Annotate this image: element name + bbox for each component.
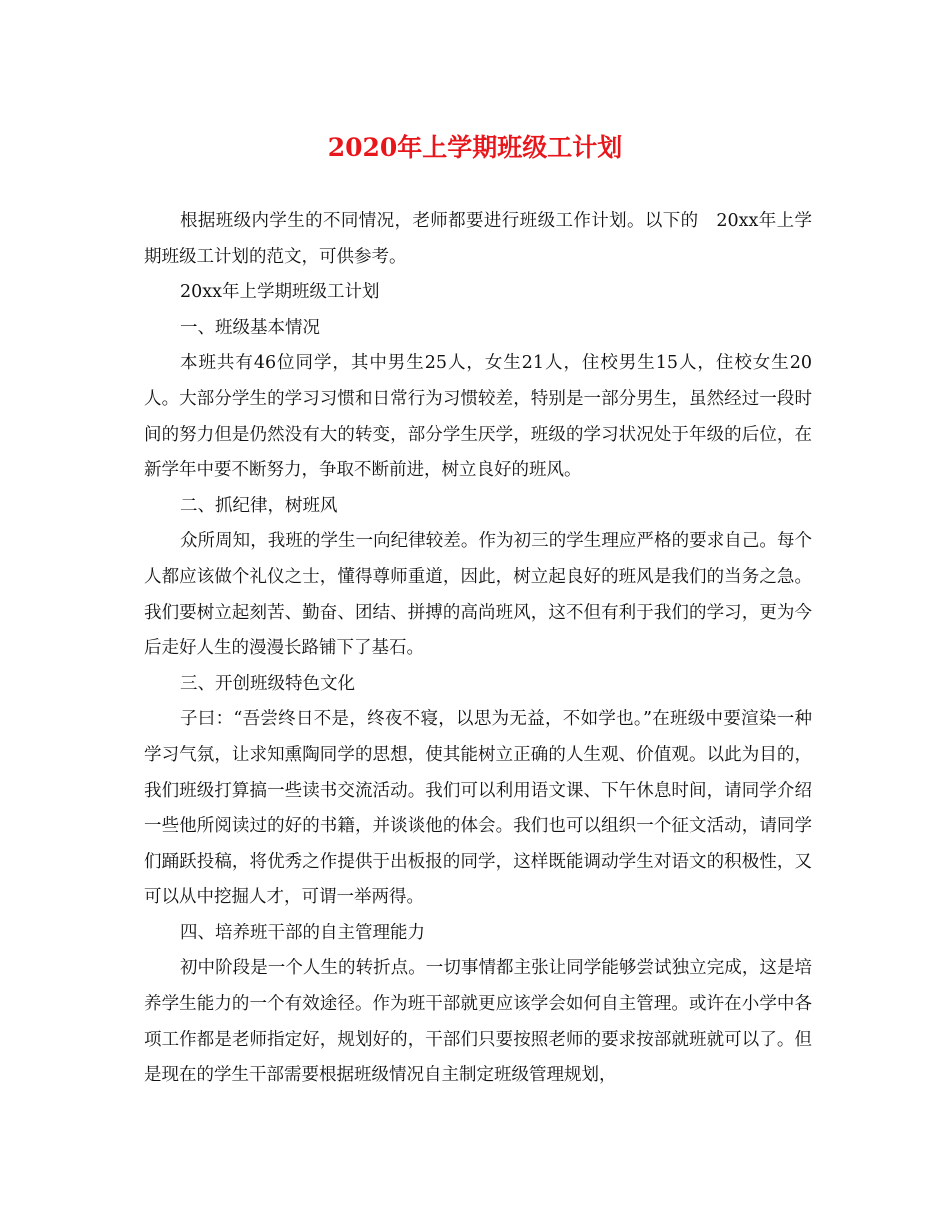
section-paragraph-3: 子曰：“吾尝终日不是，终夜不寝，以思为无益，不如学也。”在班级中要渲染一种学习气氛，让求知熏陶同学的思想，使其能树立正确的人生观、价值观。以此为目的，我们班级打算搞一些读书交流活动。我们可以利用语文课、下午休息时间，请同学介绍一些他所阅读过的好的书籍，并谈谈他的体会。我们也可以组织一个征文活动，请同学们踊跃投稿，将优秀之作提供于出板报的同学，这样既能调动学生对语文的积极性，又可以从中挖掘人才，可谓一举两得。: [144, 709, 812, 908]
section-heading-2: 二、抓纪律，树班风: [180, 495, 338, 516]
document-title: 2020年上学期班级工计划: [327, 133, 623, 162]
document-body: [144, 204, 812, 1094]
section-paragraph-4: 初中阶段是一个人生的转折点。一切事情都主张让同学能够尝试独立完成，这是培养学生能力的一个有效途径。作为班干部就更应该学会如何自主管理。或许在小学中各项工作都是老师指定好，规划好的，干部们只要按照老师的要求按部就班就可以了。但是现在的学生干部需要根据班级情况自主制定班级管理规划，: [144, 958, 812, 1086]
section-heading-1: 一、班级基本情况: [180, 317, 320, 338]
section-paragraph-1: 本班共有46位同学，其中男生25人，女生21人，住校男生15人，住校女生20人。大部分学生的学习习惯和日常行为习惯较差，特别是一部分男生，虽然经过一段时间的努力但是仍然没有大的转变，部分学生厌学，班级的学习状况处于年级的后位，在新学年中要不断努力，争取不断前进，树立良好的班风。: [144, 353, 812, 481]
subtitle-line: 20xx年上学期班级工计划: [180, 282, 380, 303]
section-heading-3: 三、开创班级特色文化: [180, 673, 355, 694]
section-paragraph-2: 众所周知，我班的学生一向纪律较差。作为初三的学生理应严格的要求自己。每个人都应该做个礼仪之士，懂得尊师重道，因此，树立起良好的班风是我们的当务之急。我们要树立起刻苦、勤奋、团结、拼搏的高尚班风，这不但有利于我们的学习，更为今后走好人生的漫漫长路铺下了基石。: [144, 531, 812, 659]
intro-paragraph: 根据班级内学生的不同情况，老师都要进行班级工作计划。以下的 20xx年上学期班级工计划的范文，可供参考。: [144, 211, 812, 267]
section-heading-4: 四、培养班干部的自主管理能力: [180, 922, 425, 943]
